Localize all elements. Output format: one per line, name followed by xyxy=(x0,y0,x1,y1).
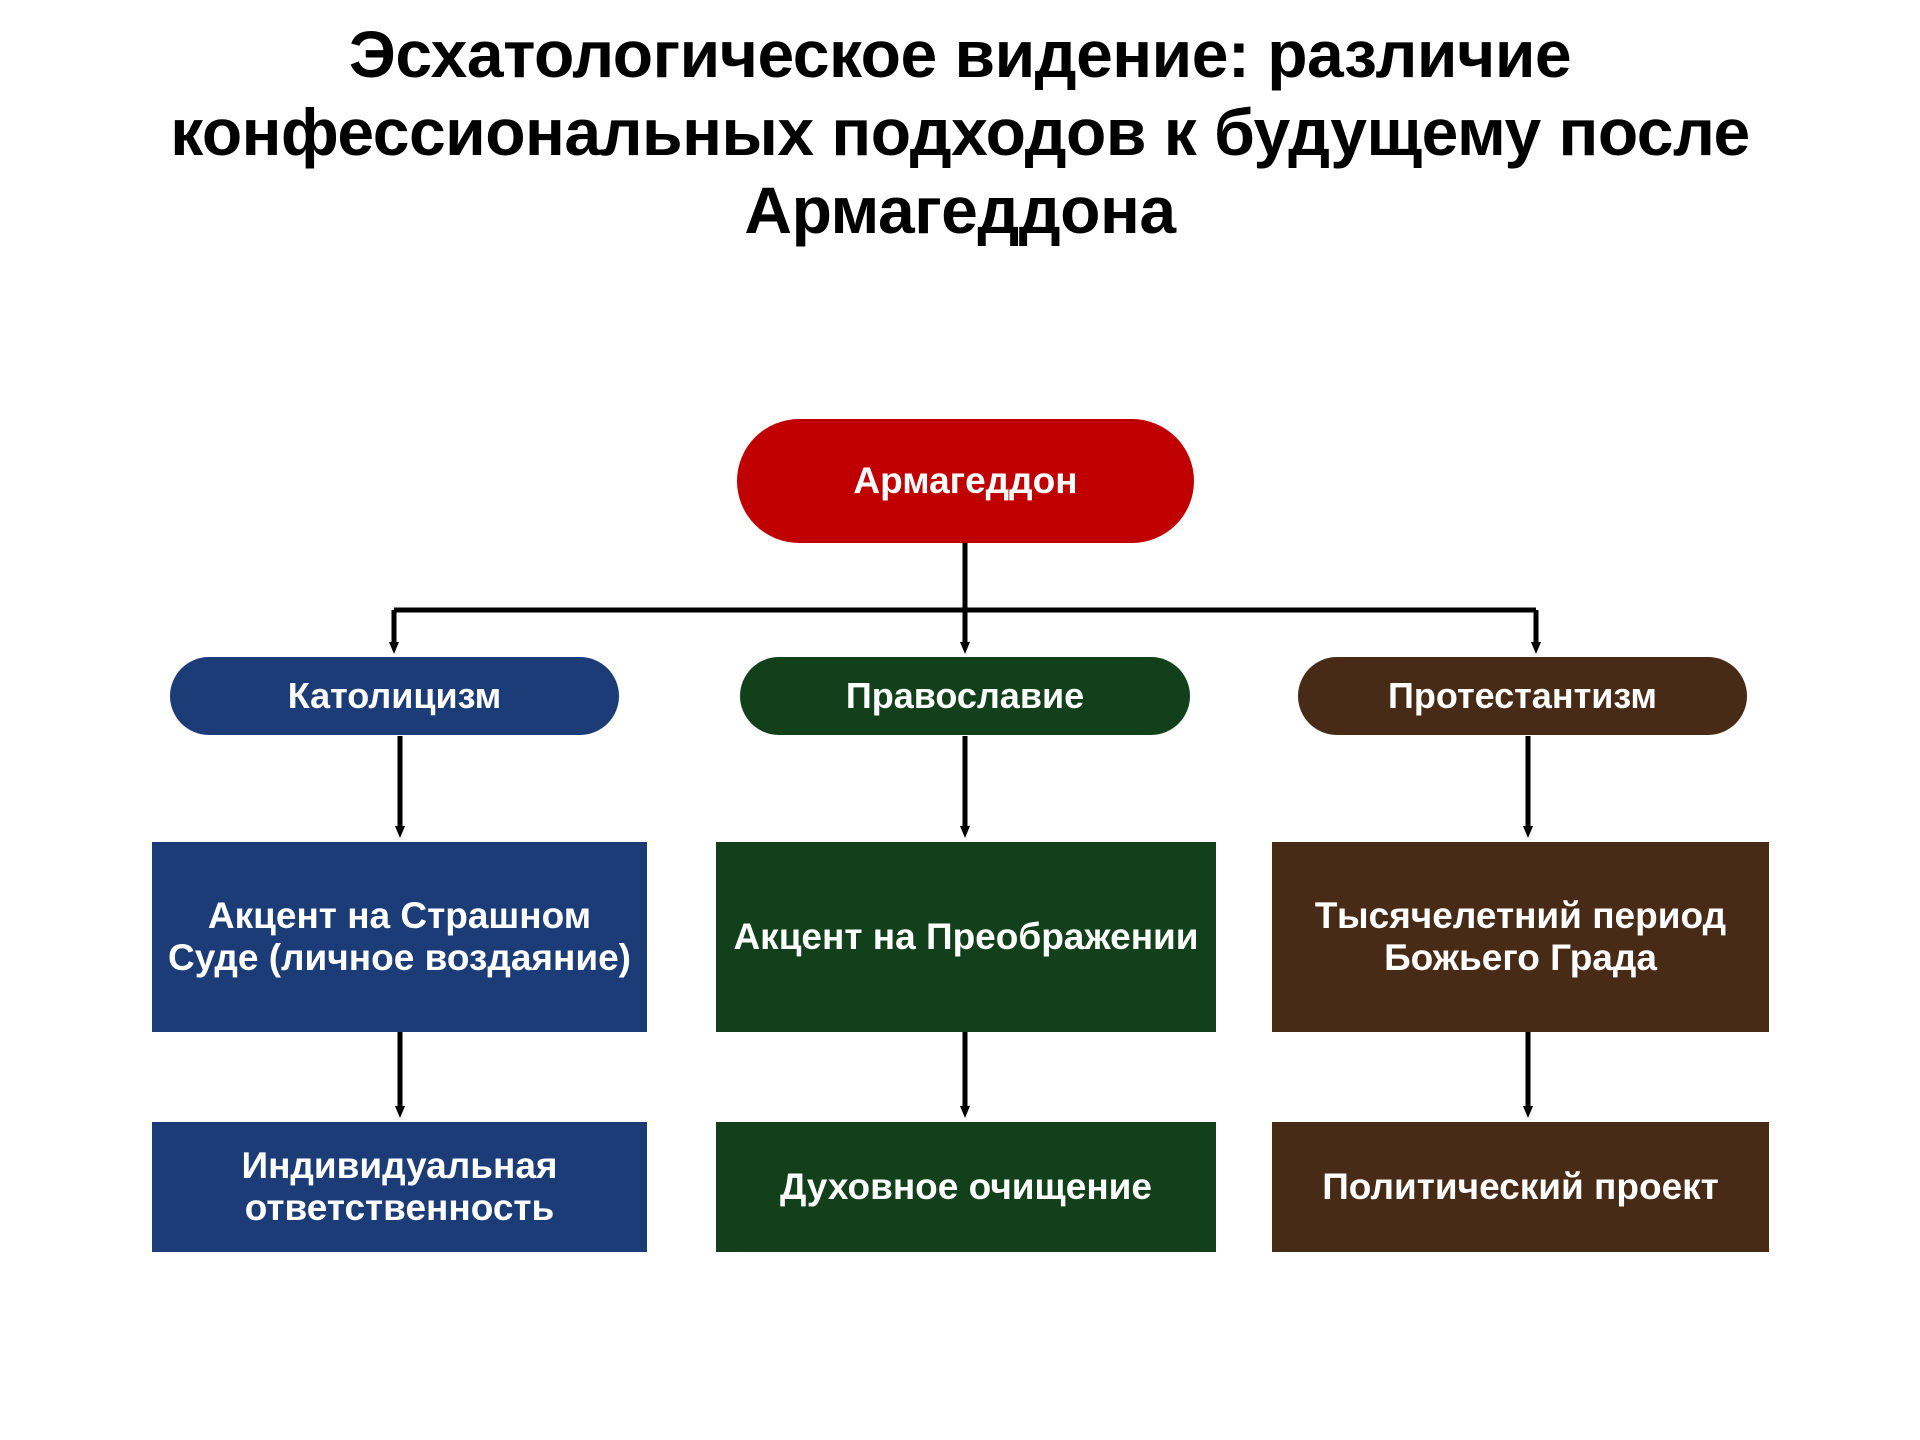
node-orthodoxy-label: Православие xyxy=(845,675,1085,717)
node-catholicism-step-1[interactable] xyxy=(152,842,647,1032)
node-protestantism[interactable] xyxy=(1298,657,1747,735)
node-protestantism-step-1[interactable] xyxy=(1272,842,1769,1032)
node-protestantism-step-1-label: Тысячелетний период Божьего Града xyxy=(1314,894,1727,978)
node-catholicism-step-1-label: Акцент на Страшном Суде (личное воздаяние) xyxy=(168,894,631,978)
node-protestantism-label: Протестантизм xyxy=(1388,675,1657,717)
node-catholicism[interactable] xyxy=(170,657,619,735)
node-catholicism-step-2-label: Индивидуальная ответственность xyxy=(241,1144,558,1228)
node-armageddon-label: Армагеддон xyxy=(853,459,1078,501)
node-orthodoxy-step-2[interactable] xyxy=(716,1122,1216,1252)
page-title: Эсхатологическое видение: различие конфессиональных подходов к будущему после Армагеддона xyxy=(170,17,1750,247)
node-orthodoxy[interactable] xyxy=(740,657,1190,735)
node-catholicism-label: Католицизм xyxy=(287,675,502,717)
node-orthodoxy-step-2-label: Духовное очищение xyxy=(779,1165,1153,1207)
node-orthodoxy-step-1[interactable] xyxy=(716,842,1216,1032)
node-orthodoxy-step-1-label: Акцент на Преображении xyxy=(733,915,1199,957)
node-protestantism-step-2-label: Политический проект xyxy=(1322,1165,1719,1207)
node-protestantism-step-2[interactable] xyxy=(1272,1122,1769,1252)
node-armageddon[interactable] xyxy=(737,419,1194,543)
node-catholicism-step-2[interactable] xyxy=(152,1122,647,1252)
